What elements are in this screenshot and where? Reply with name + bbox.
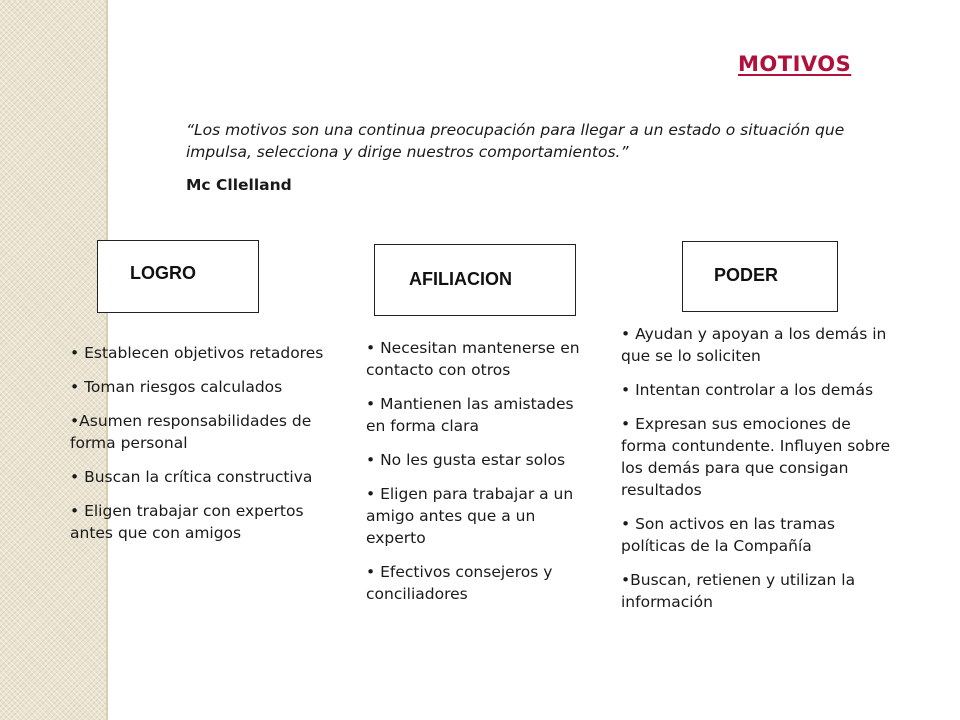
list-item: • Establecen objetivos retadores — [70, 344, 324, 362]
slide-title: MOTIVOS — [738, 52, 852, 76]
logro-list — [70, 342, 332, 556]
list-item: • Buscan la crítica constructiva — [70, 468, 313, 486]
list-item: •Buscan, retienen y utilizan la información — [621, 571, 856, 611]
list-item: • Eligen trabajar con expertos antes que con amigos — [70, 502, 304, 542]
list-item: • Eligen para trabajar a un amigo antes que a un experto — [366, 485, 574, 547]
logro-label: LOGRO — [130, 263, 196, 283]
list-item: • Mantienen las amistades en forma clara — [366, 395, 574, 435]
list-item: • Expresan sus emociones de forma contundente. Influyen sobre los demás para que consigan resultados — [621, 415, 891, 499]
afiliacion-box — [374, 244, 576, 316]
afiliacion-list — [366, 337, 594, 617]
list-item: • Ayudan y apoyan a los demás in que se lo soliciten — [621, 325, 887, 365]
afiliacion-label: AFILIACION — [409, 269, 512, 289]
list-item: • Necesitan mantenerse en contacto con otros — [366, 339, 580, 379]
quote-text: “Los motivos son una continua preocupación para llegar a un estado o situación que impulsa, selecciona y dirige nuestros comportamientos.” — [186, 121, 845, 161]
list-item: • No les gusta estar solos — [366, 451, 566, 469]
poder-list — [621, 323, 901, 625]
list-item: • Toman riesgos calculados — [70, 378, 283, 396]
list-item: •Asumen responsabilidades de forma personal — [70, 412, 312, 452]
logro-box — [97, 240, 259, 313]
quote-author: Mc Cllelland — [186, 176, 292, 194]
list-item: • Intentan controlar a los demás — [621, 381, 874, 399]
list-item: • Efectivos consejeros y conciliadores — [366, 563, 553, 603]
poder-label: PODER — [714, 265, 779, 285]
poder-box — [682, 241, 838, 312]
list-item: • Son activos en las tramas políticas de la Compañía — [621, 515, 835, 555]
